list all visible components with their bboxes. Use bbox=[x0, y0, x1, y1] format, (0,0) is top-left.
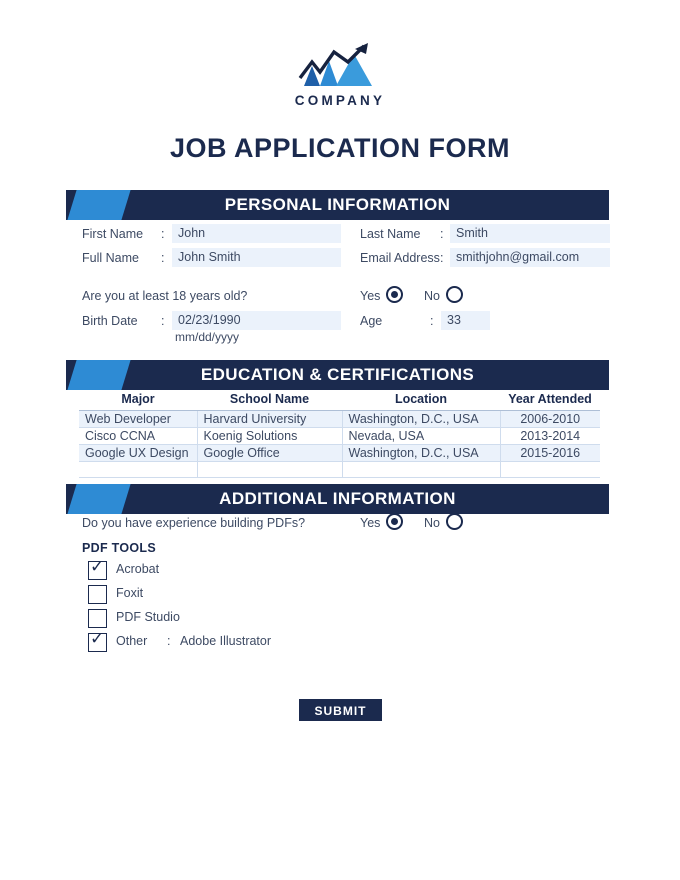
pdf-yes-radio[interactable] bbox=[386, 513, 403, 530]
other-colon: : bbox=[167, 634, 171, 648]
age-input[interactable]: 33 bbox=[441, 311, 490, 330]
section-header-education bbox=[66, 360, 609, 390]
pdf-tools-group-label: PDF TOOLS bbox=[82, 541, 157, 555]
section-header-personal bbox=[66, 190, 609, 220]
pdf-no-label: No bbox=[424, 516, 440, 530]
cell-year[interactable]: 2013-2014 bbox=[500, 428, 600, 445]
other-label: Other bbox=[116, 634, 148, 648]
cell-major[interactable] bbox=[79, 462, 197, 478]
pdf-studio-label: PDF Studio bbox=[116, 610, 180, 624]
check-icon: ✓ bbox=[90, 629, 105, 649]
cell-location[interactable]: Washington, D.C., USA bbox=[342, 411, 500, 428]
column-header-year: Year Attended bbox=[500, 391, 600, 411]
table-row[interactable] bbox=[79, 445, 600, 462]
email-colon: : bbox=[440, 251, 444, 265]
age-eligibility-question: Are you at least 18 years old? bbox=[82, 289, 248, 303]
pdf-no-radio[interactable] bbox=[446, 513, 463, 530]
birth-date-input[interactable]: 02/23/1990 bbox=[172, 311, 341, 330]
pdf-experience-question: Do you have experience building PDFs? bbox=[82, 516, 306, 530]
column-header-major: Major bbox=[79, 391, 197, 411]
acrobat-label: Acrobat bbox=[116, 562, 160, 576]
email-input[interactable]: smithjohn@gmail.com bbox=[450, 248, 610, 267]
table-row[interactable] bbox=[79, 411, 600, 428]
cell-school[interactable] bbox=[197, 462, 342, 478]
column-header-school: School Name bbox=[197, 391, 342, 411]
cell-school[interactable]: Google Office bbox=[197, 445, 342, 462]
cell-major[interactable]: Google UX Design bbox=[79, 445, 197, 462]
submit-button[interactable]: SUBMIT bbox=[299, 699, 382, 721]
full-name-colon: : bbox=[161, 251, 165, 265]
age-no-label: No bbox=[424, 289, 440, 303]
cell-major[interactable]: Cisco CCNA bbox=[79, 428, 197, 445]
table-row[interactable] bbox=[79, 428, 600, 445]
section-title-additional: ADDITIONAL INFORMATION bbox=[219, 489, 456, 508]
company-logo bbox=[0, 40, 680, 108]
age-no-radio[interactable] bbox=[446, 286, 463, 303]
birth-date-label: Birth Date bbox=[82, 314, 138, 328]
cell-location[interactable] bbox=[342, 462, 500, 478]
section-title-education: EDUCATION & CERTIFICATIONS bbox=[200, 365, 475, 384]
first-name-label: First Name bbox=[82, 227, 144, 241]
cell-year[interactable]: 2015-2016 bbox=[500, 445, 600, 462]
age-label: Age bbox=[360, 314, 383, 328]
cell-major[interactable]: Web Developer bbox=[79, 411, 197, 428]
table-header-row bbox=[79, 391, 600, 411]
pdf-yes-label: Yes bbox=[360, 516, 381, 530]
acrobat-checkbox[interactable] bbox=[88, 557, 107, 580]
check-icon: ✓ bbox=[90, 557, 105, 577]
column-header-location: Location bbox=[342, 391, 500, 411]
table-row[interactable] bbox=[79, 462, 600, 478]
full-name-label: Full Name bbox=[82, 251, 139, 265]
full-name-input[interactable]: John Smith bbox=[172, 248, 341, 267]
mountain-chart-logo-icon bbox=[290, 40, 390, 90]
cell-location[interactable]: Nevada, USA bbox=[342, 428, 500, 445]
other-value[interactable]: Adobe Illustrator bbox=[180, 634, 272, 648]
last-name-label: Last Name bbox=[360, 227, 421, 241]
cell-location[interactable]: Washington, D.C., USA bbox=[342, 445, 500, 462]
birth-date-colon: : bbox=[161, 314, 165, 328]
last-name-colon: : bbox=[440, 227, 444, 241]
education-table bbox=[79, 391, 600, 478]
age-yes-label: Yes bbox=[360, 289, 381, 303]
email-label: Email Address bbox=[360, 251, 440, 265]
cell-school[interactable]: Harvard University bbox=[197, 411, 342, 428]
section-header-additional bbox=[66, 484, 609, 514]
first-name-input[interactable]: John bbox=[172, 224, 341, 243]
cell-school[interactable]: Koenig Solutions bbox=[197, 428, 342, 445]
pdf-studio-checkbox[interactable] bbox=[88, 609, 107, 628]
age-yes-radio[interactable] bbox=[386, 286, 403, 303]
age-colon: : bbox=[430, 314, 434, 328]
first-name-colon: : bbox=[161, 227, 165, 241]
page-title: JOB APPLICATION FORM bbox=[170, 133, 510, 163]
cell-year[interactable] bbox=[500, 462, 600, 478]
other-checkbox[interactable] bbox=[88, 629, 107, 652]
foxit-checkbox[interactable] bbox=[88, 585, 107, 604]
cell-year[interactable]: 2006-2010 bbox=[500, 411, 600, 428]
section-title-personal: PERSONAL INFORMATION bbox=[224, 195, 451, 214]
birth-date-format-hint: mm/dd/yyyy bbox=[175, 330, 240, 344]
foxit-label: Foxit bbox=[116, 586, 144, 600]
last-name-input[interactable]: Smith bbox=[450, 224, 610, 243]
company-name: COMPANY bbox=[294, 93, 386, 108]
